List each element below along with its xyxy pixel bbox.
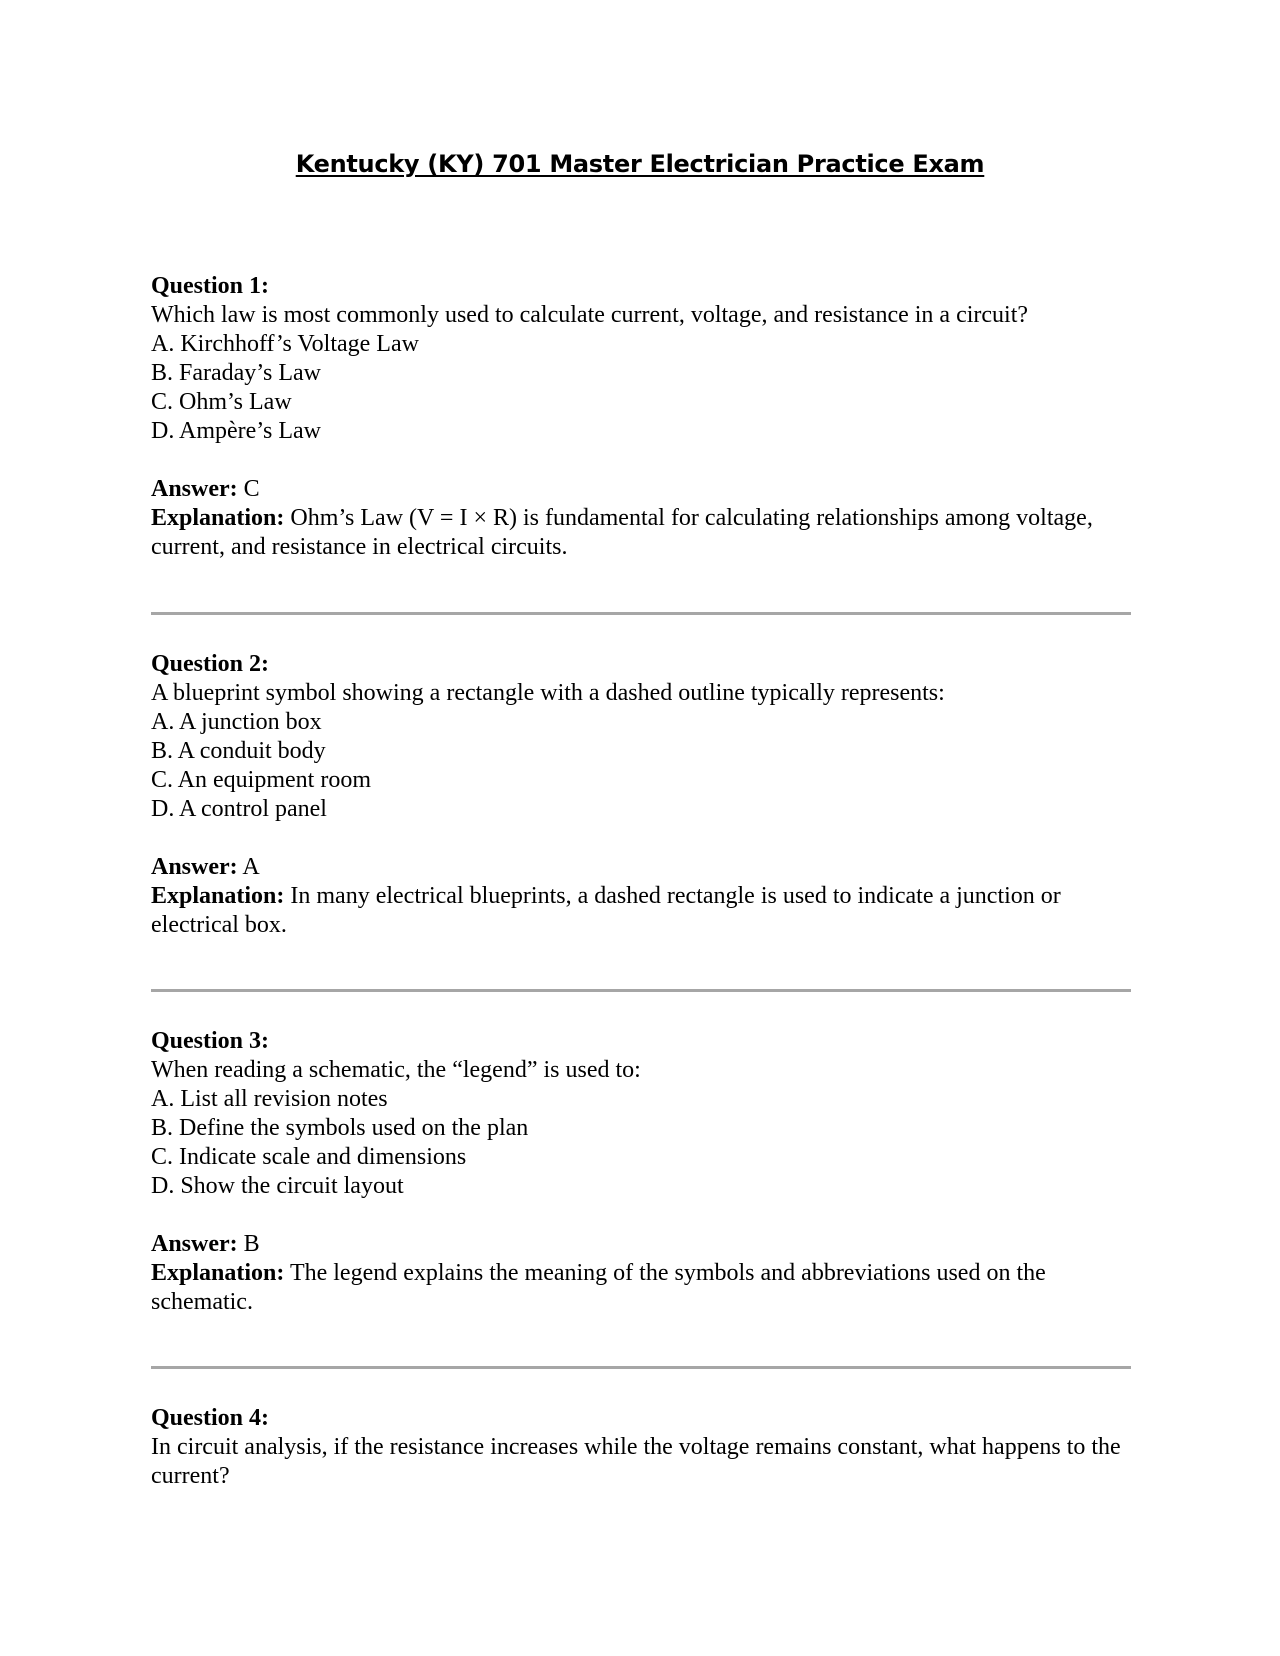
question-1 (151, 272, 1131, 562)
explanation-label: Explanation: (151, 883, 285, 909)
question-text: A blueprint symbol showing a rectangle with a dashed outline typically represents: (151, 680, 945, 706)
answer-line (151, 1230, 1131, 1259)
option-a: A. A junction box (151, 709, 322, 735)
answer-value: B (243, 1231, 260, 1257)
section-divider (151, 612, 1131, 615)
option-b: B. Define the symbols used on the plan (151, 1115, 529, 1141)
answer-label: Answer: (151, 854, 238, 880)
option-b: B. Faraday’s Law (151, 360, 321, 386)
section-divider (151, 1366, 1131, 1369)
option-a: A. Kirchhoff’s Voltage Law (151, 331, 419, 357)
explanation-text: In many electrical blueprints, a dashed rectangle is used to indicate a junction or electrical box. (151, 883, 1061, 938)
option-c: C. An equipment room (151, 767, 371, 793)
question-text: Which law is most commonly used to calculate current, voltage, and resistance in a circuit? (151, 302, 1029, 328)
answer-label: Answer: (151, 1231, 238, 1257)
answer-label: Answer: (151, 476, 238, 502)
explanation-label: Explanation: (151, 1260, 285, 1286)
explanation (151, 1259, 1131, 1317)
question-heading: Question 1: (151, 273, 270, 299)
answer-line (151, 475, 1131, 504)
question-heading: Question 2: (151, 651, 270, 677)
question-heading: Question 4: (151, 1405, 270, 1431)
question-2 (151, 650, 1131, 940)
option-c: C. Ohm’s Law (151, 389, 292, 415)
page-title (0, 150, 1280, 178)
answer-line (151, 853, 1131, 882)
option-d: D. A control panel (151, 796, 327, 822)
option-d: D. Ampère’s Law (151, 418, 321, 444)
answer-value: C (243, 476, 260, 502)
question-4 (151, 1404, 1131, 1491)
answer-value: A (242, 854, 260, 880)
option-c: C. Indicate scale and dimensions (151, 1144, 467, 1170)
explanation-text: The legend explains the meaning of the symbols and abbreviations used on the schematic. (151, 1260, 1046, 1315)
question-heading: Question 3: (151, 1028, 270, 1054)
option-d: D. Show the circuit layout (151, 1173, 404, 1199)
section-divider (151, 989, 1131, 992)
question-3 (151, 1027, 1131, 1317)
question-text: In circuit analysis, if the resistance increases while the voltage remains constant, what happens to the current? (151, 1434, 1121, 1489)
explanation (151, 882, 1131, 940)
explanation (151, 504, 1131, 562)
explanation-text: Ohm’s Law (V = I × R) is fundamental for calculating relationships among voltage, current, and resistance in electrical circuits. (151, 505, 1093, 560)
page-title-text: Kentucky (KY) 701 Master Electrician Practice Exam (295, 150, 985, 178)
question-text: When reading a schematic, the “legend” is used to: (151, 1057, 641, 1083)
option-a: A. List all revision notes (151, 1086, 388, 1112)
explanation-label: Explanation: (151, 505, 285, 531)
option-b: B. A conduit body (151, 738, 326, 764)
